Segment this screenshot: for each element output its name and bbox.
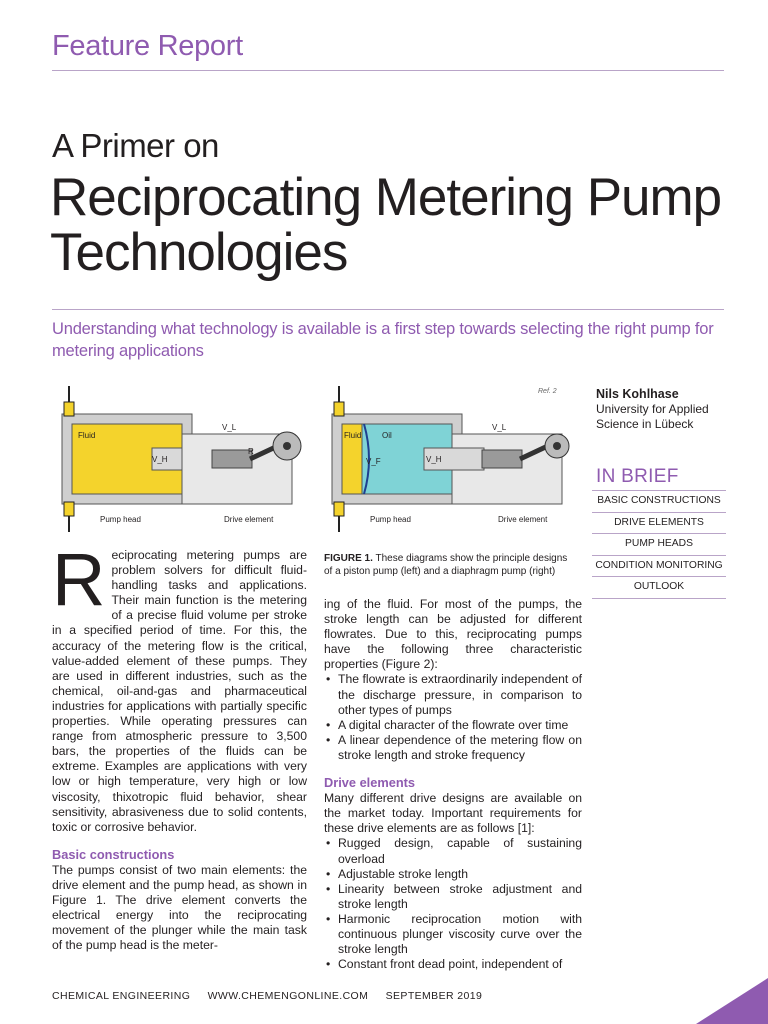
article-kicker: A Primer on xyxy=(52,127,219,164)
list-item: • The flowrate is extraordinarily independent of the discharge pressure, in comparison to other types of pumps xyxy=(338,672,582,717)
figure-1-diagram xyxy=(52,384,572,534)
label-oil-right: Oil xyxy=(382,431,392,440)
drive-paragraph: Many different drive designs are available on the market today. Important requirements for these drive elements are as follows [1]: xyxy=(324,791,582,836)
in-brief-item[interactable]: OUTLOOK xyxy=(592,576,726,599)
list-item: • Harmonic reciprocation motion with continuous plunger viscosity curve over the stroke length xyxy=(338,912,582,957)
author-name: Nils Kohlhase xyxy=(596,387,679,401)
label-vl-left: V_L xyxy=(222,423,237,432)
caption-label: FIGURE 1. xyxy=(324,553,373,564)
list-item: • A digital character of the flowrate over time xyxy=(338,718,582,733)
footer-url[interactable]: WWW.CHEMENGONLINE.COM xyxy=(207,990,369,1002)
label-drive-right: Drive element xyxy=(498,515,548,524)
footer-magazine: CHEMICAL ENGINEERING xyxy=(52,990,191,1002)
label-fluid-left: Fluid xyxy=(78,431,96,440)
list-item: • Linearity between stroke adjustment and stroke length xyxy=(338,882,582,912)
in-brief-item[interactable]: DRIVE ELEMENTS xyxy=(592,512,726,534)
properties-list xyxy=(324,672,582,763)
intro-paragraph xyxy=(52,538,307,835)
piston-pump-diagram xyxy=(62,386,301,532)
caption-text: These diagrams show the principle designs of a piston pump (left) and a diaphragm pump (right) xyxy=(324,553,568,577)
label-drive-left: Drive element xyxy=(224,515,274,524)
diaphragm-pump-diagram xyxy=(332,386,569,532)
label-vl-right: V_L xyxy=(492,423,507,432)
label-vh-left: V_H xyxy=(152,455,168,464)
figure-caption xyxy=(324,552,574,578)
in-brief-list xyxy=(592,490,726,599)
footer-issue: SEPTEMBER 2019 xyxy=(385,990,483,1002)
author-block xyxy=(596,387,746,432)
basic-paragraph: The pumps consist of two main elements: the drive element and the pump head, as shown in Figure 1. The drive element converts the electrical energy into the reciprocating movement of the plunger while the main task of the pump head is the meter- xyxy=(52,862,307,953)
body-column-2 xyxy=(324,597,582,972)
label-vh-right: V_H xyxy=(426,455,442,464)
heading-basic-constructions: Basic constructions xyxy=(52,846,175,862)
intro-text: eciprocating metering pumps are problem solvers for difficult fluid-handling tasks and applications. Their main function is the metering of a precise fluid volume per stroke in a specified period of time. For this, the accuracy of the metering flow is the critical, value-added element of these pumps. They are used in different industries, such as the chemical, oil-and-gas and pharmaceutical industries for applications with partially specific properties. While operating pressures can range from atmospheric pressure to 3,500 bars, the properties of the fluids can be extreme. Examples are applications with very low or high temperature, very high or low viscosity, thixotropic fluid behavior, shear sensitivity, abrasiveness due to solid contents, toxic or corrosive behavior. xyxy=(52,548,307,834)
article-deck: Understanding what technology is available is a first step towards selecting the right pump for metering applications xyxy=(52,320,714,360)
label-vf-right: V_F xyxy=(366,457,381,466)
in-brief-item[interactable]: PUMP HEADS xyxy=(592,533,726,555)
body-column-1 xyxy=(52,538,307,953)
list-item: • Rugged design, capable of sustaining overload xyxy=(338,836,582,866)
section-label: Feature Report xyxy=(52,30,243,62)
header-rule xyxy=(52,70,724,71)
label-r-left: R xyxy=(248,447,254,456)
in-brief-item[interactable]: CONDITION MONITORING xyxy=(592,555,726,577)
label-fluid-right: Fluid xyxy=(344,431,362,440)
in-brief-item[interactable]: BASIC CONSTRUCTIONS xyxy=(592,490,726,512)
heading-drive-elements: Drive elements xyxy=(324,775,416,791)
drive-requirements-list xyxy=(324,836,582,972)
col2-intro-paragraph: ing of the fluid. For most of the pumps, the stroke length can be adjusted for different flowrates. Due to this, reciprocating pumps have the following three characteristic properties (Figure 2): xyxy=(324,597,582,672)
figure-ref: Ref. 2 xyxy=(538,388,557,395)
label-pump-head-left: Pump head xyxy=(100,515,141,524)
article-title: Reciprocating Metering Pump Technologies xyxy=(50,168,722,282)
author-affiliation: University for Applied Science in Lübeck xyxy=(596,402,709,431)
drop-cap: R xyxy=(52,538,106,621)
in-brief-title: IN BRIEF xyxy=(596,466,679,487)
label-pump-head-right: Pump head xyxy=(370,515,411,524)
list-item: • Constant front dead point, independent of xyxy=(338,957,582,972)
list-item: • Adjustable stroke length xyxy=(338,867,582,882)
title-rule xyxy=(52,309,724,310)
list-item: • A linear dependence of the metering flow on stroke length and stroke frequency xyxy=(338,733,582,763)
page-footer xyxy=(52,990,496,1002)
page-number: 43 xyxy=(720,985,734,999)
